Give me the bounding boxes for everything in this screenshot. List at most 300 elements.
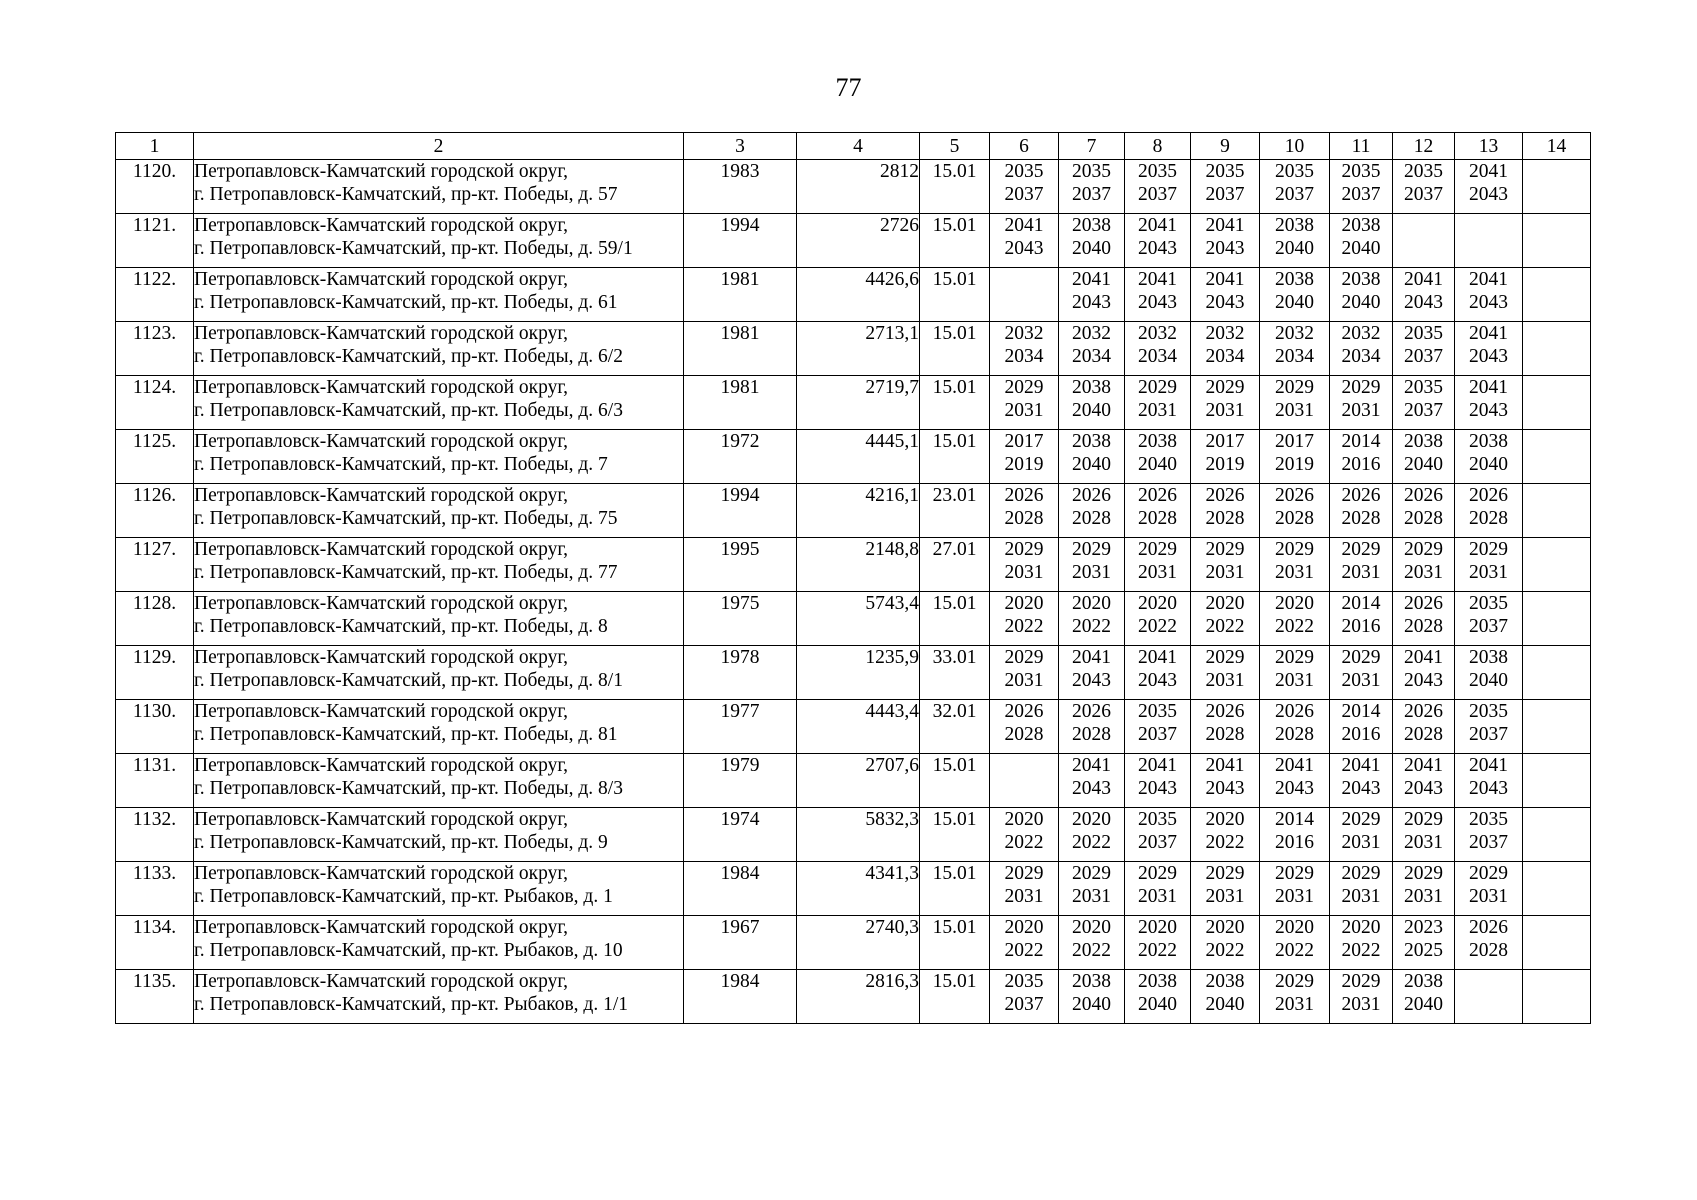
period-end: 2028 bbox=[1469, 940, 1508, 961]
period-cell bbox=[1191, 376, 1260, 430]
period-end: 2031 bbox=[1004, 670, 1044, 691]
period-cell bbox=[1393, 538, 1455, 592]
period-cell bbox=[1260, 646, 1330, 700]
period-start: 2023 bbox=[1404, 917, 1443, 938]
period-start: 2041 bbox=[1469, 161, 1508, 182]
period-start: 2026 bbox=[1205, 485, 1245, 506]
period-cell bbox=[1330, 970, 1393, 1024]
period-end: 2019 bbox=[1205, 454, 1245, 475]
period-cell bbox=[990, 808, 1059, 862]
period-end: 2022 bbox=[1275, 940, 1314, 961]
period-cell bbox=[990, 538, 1059, 592]
period-end: 2043 bbox=[1404, 778, 1443, 799]
column-header: 11 bbox=[1330, 133, 1393, 160]
period-start: 2041 bbox=[1072, 755, 1111, 776]
period-end: 2022 bbox=[1138, 940, 1177, 961]
period-start: 2029 bbox=[1004, 863, 1044, 884]
period-cell bbox=[1125, 160, 1191, 214]
period-end: 2043 bbox=[1138, 292, 1177, 313]
period-end: 2037 bbox=[1138, 832, 1177, 853]
address-cell bbox=[194, 430, 684, 484]
row-number: 1132. bbox=[116, 808, 194, 862]
period-start: 2038 bbox=[1404, 431, 1443, 452]
period-end: 2031 bbox=[1205, 670, 1245, 691]
period-cell bbox=[1260, 862, 1330, 916]
period-cell bbox=[1523, 322, 1591, 376]
period-cell bbox=[1455, 322, 1523, 376]
area-value: 4216,1 bbox=[797, 484, 920, 538]
period-cell bbox=[1393, 214, 1455, 268]
period-cell bbox=[1125, 916, 1191, 970]
period-cell bbox=[990, 862, 1059, 916]
period-start: 2041 bbox=[1404, 647, 1443, 668]
address-cell bbox=[194, 214, 684, 268]
period-cell bbox=[1455, 430, 1523, 484]
period-end: 2040 bbox=[1072, 454, 1111, 475]
type-code: 32.01 bbox=[920, 700, 990, 754]
period-end: 2016 bbox=[1341, 454, 1381, 475]
period-start: 2035 bbox=[1404, 323, 1443, 344]
period-end: 2022 bbox=[1072, 616, 1111, 637]
period-start: 2038 bbox=[1469, 647, 1508, 668]
address-district: Петропавловск-Камчатский городской округ, bbox=[194, 593, 569, 614]
build-year: 1984 bbox=[684, 862, 797, 916]
period-cell bbox=[1393, 862, 1455, 916]
period-end: 2031 bbox=[1004, 562, 1044, 583]
address-district: Петропавловск-Камчатский городской округ, bbox=[194, 701, 569, 722]
period-cell bbox=[1059, 916, 1125, 970]
period-start: 2032 bbox=[1004, 323, 1044, 344]
address-cell bbox=[194, 808, 684, 862]
period-cell bbox=[1523, 538, 1591, 592]
period-start: 2038 bbox=[1404, 971, 1443, 992]
type-code: 15.01 bbox=[920, 754, 990, 808]
period-cell bbox=[1059, 538, 1125, 592]
period-start: 2041 bbox=[1404, 755, 1443, 776]
period-start: 2029 bbox=[1469, 539, 1508, 560]
address-cell bbox=[194, 484, 684, 538]
address-district: Петропавловск-Камчатский городской округ, bbox=[194, 485, 569, 506]
address-street: г. Петропавловск-Камчатский, пр-кт. Победы, д. 6/3 bbox=[194, 400, 623, 421]
period-cell bbox=[1393, 700, 1455, 754]
period-end: 2031 bbox=[1004, 886, 1044, 907]
row-number: 1135. bbox=[116, 970, 194, 1024]
period-end: 2043 bbox=[1469, 778, 1508, 799]
area-value: 2719,7 bbox=[797, 376, 920, 430]
period-start: 2029 bbox=[1138, 377, 1177, 398]
period-end: 2025 bbox=[1404, 940, 1443, 961]
column-header: 10 bbox=[1260, 133, 1330, 160]
period-cell bbox=[1059, 808, 1125, 862]
period-end: 2028 bbox=[1404, 724, 1443, 745]
period-cell bbox=[1523, 592, 1591, 646]
type-code: 27.01 bbox=[920, 538, 990, 592]
period-end: 2031 bbox=[1205, 562, 1245, 583]
area-value: 4426,6 bbox=[797, 268, 920, 322]
period-cell bbox=[1191, 484, 1260, 538]
period-cell bbox=[1260, 376, 1330, 430]
period-start: 2041 bbox=[1205, 269, 1245, 290]
period-start: 2026 bbox=[1072, 701, 1111, 722]
period-cell bbox=[1260, 916, 1330, 970]
table-body bbox=[116, 160, 1591, 1024]
address-street: г. Петропавловск-Камчатский, пр-кт. Победы, д. 81 bbox=[194, 724, 618, 745]
period-start: 2041 bbox=[1138, 215, 1177, 236]
address-street: г. Петропавловск-Камчатский, пр-кт. Победы, д. 7 bbox=[194, 454, 608, 475]
period-end: 2040 bbox=[1275, 292, 1314, 313]
build-year: 1979 bbox=[684, 754, 797, 808]
address-district: Петропавловск-Камчатский городской округ, bbox=[194, 917, 569, 938]
period-end: 2031 bbox=[1404, 562, 1443, 583]
period-end: 2031 bbox=[1275, 670, 1314, 691]
period-start: 2032 bbox=[1138, 323, 1177, 344]
period-cell bbox=[1059, 646, 1125, 700]
period-end: 2031 bbox=[1341, 832, 1381, 853]
period-end: 2028 bbox=[1404, 616, 1443, 637]
period-cell bbox=[1125, 538, 1191, 592]
period-start: 2035 bbox=[1072, 161, 1111, 182]
period-cell bbox=[1455, 808, 1523, 862]
period-cell bbox=[1523, 376, 1591, 430]
period-start: 2020 bbox=[1205, 917, 1245, 938]
period-start: 2026 bbox=[1004, 485, 1044, 506]
address-cell bbox=[194, 700, 684, 754]
period-cell bbox=[1125, 268, 1191, 322]
period-start: 2035 bbox=[1341, 161, 1381, 182]
period-start: 2029 bbox=[1004, 377, 1044, 398]
period-start: 2029 bbox=[1275, 971, 1314, 992]
period-end: 2016 bbox=[1341, 616, 1381, 637]
build-year: 1978 bbox=[684, 646, 797, 700]
period-cell bbox=[990, 484, 1059, 538]
period-start: 2026 bbox=[1138, 485, 1177, 506]
period-start: 2038 bbox=[1205, 971, 1245, 992]
period-start: 2029 bbox=[1138, 863, 1177, 884]
period-cell bbox=[1260, 268, 1330, 322]
period-cell bbox=[1393, 322, 1455, 376]
area-value: 5743,4 bbox=[797, 592, 920, 646]
period-cell bbox=[990, 916, 1059, 970]
period-start: 2038 bbox=[1341, 215, 1381, 236]
period-start: 2041 bbox=[1072, 647, 1111, 668]
build-year: 1981 bbox=[684, 322, 797, 376]
period-start: 2032 bbox=[1072, 323, 1111, 344]
period-end: 2040 bbox=[1138, 454, 1177, 475]
period-start: 2038 bbox=[1072, 971, 1111, 992]
period-start: 2020 bbox=[1004, 809, 1044, 830]
period-start: 2029 bbox=[1275, 377, 1314, 398]
period-cell bbox=[1260, 808, 1330, 862]
period-cell bbox=[1191, 700, 1260, 754]
row-number: 1125. bbox=[116, 430, 194, 484]
period-end: 2040 bbox=[1404, 454, 1443, 475]
column-header: 12 bbox=[1393, 133, 1455, 160]
period-cell bbox=[1455, 484, 1523, 538]
period-end: 2031 bbox=[1341, 670, 1381, 691]
build-year: 1974 bbox=[684, 808, 797, 862]
period-end: 2037 bbox=[1404, 400, 1443, 421]
period-end: 2031 bbox=[1275, 886, 1314, 907]
period-end: 2043 bbox=[1275, 778, 1314, 799]
area-value: 2816,3 bbox=[797, 970, 920, 1024]
period-cell bbox=[990, 268, 1059, 322]
period-end: 2028 bbox=[1341, 508, 1381, 529]
row-number: 1134. bbox=[116, 916, 194, 970]
period-cell bbox=[1393, 592, 1455, 646]
period-end: 2043 bbox=[1469, 400, 1508, 421]
period-start: 2041 bbox=[1275, 755, 1314, 776]
table-row bbox=[116, 484, 1591, 538]
period-end: 2031 bbox=[1138, 562, 1177, 583]
period-start: 2026 bbox=[1469, 485, 1508, 506]
period-cell bbox=[1191, 808, 1260, 862]
period-cell bbox=[1260, 970, 1330, 1024]
period-cell bbox=[1125, 646, 1191, 700]
period-cell bbox=[1059, 214, 1125, 268]
period-start: 2035 bbox=[1469, 593, 1508, 614]
period-cell bbox=[1260, 160, 1330, 214]
period-start: 2020 bbox=[1138, 917, 1177, 938]
row-number: 1130. bbox=[116, 700, 194, 754]
period-end: 2022 bbox=[1205, 832, 1245, 853]
address-district: Петропавловск-Камчатский городской округ, bbox=[194, 647, 569, 668]
period-end: 2031 bbox=[1275, 400, 1314, 421]
period-start: 2020 bbox=[1275, 917, 1314, 938]
period-cell bbox=[1125, 862, 1191, 916]
period-cell bbox=[1523, 916, 1591, 970]
period-cell bbox=[1330, 700, 1393, 754]
period-start: 2035 bbox=[1138, 809, 1177, 830]
period-end: 2031 bbox=[1469, 562, 1508, 583]
table-row bbox=[116, 376, 1591, 430]
period-cell bbox=[1455, 268, 1523, 322]
page-number: 77 bbox=[835, 73, 862, 102]
period-start: 2041 bbox=[1138, 269, 1177, 290]
table-row bbox=[116, 430, 1591, 484]
period-start: 2014 bbox=[1341, 701, 1381, 722]
area-value: 2740,3 bbox=[797, 916, 920, 970]
period-cell bbox=[1191, 214, 1260, 268]
area-value: 2707,6 bbox=[797, 754, 920, 808]
column-header: 5 bbox=[920, 133, 990, 160]
table-row bbox=[116, 862, 1591, 916]
period-end: 2031 bbox=[1404, 886, 1443, 907]
table-row bbox=[116, 754, 1591, 808]
period-end: 2043 bbox=[1404, 670, 1443, 691]
period-end: 2037 bbox=[1205, 184, 1245, 205]
area-value: 2726 bbox=[797, 214, 920, 268]
table-row bbox=[116, 268, 1591, 322]
period-cell bbox=[1393, 430, 1455, 484]
period-start: 2035 bbox=[1469, 701, 1508, 722]
period-cell bbox=[1523, 862, 1591, 916]
period-start: 2038 bbox=[1072, 431, 1111, 452]
period-cell bbox=[1330, 862, 1393, 916]
type-code: 15.01 bbox=[920, 322, 990, 376]
period-start: 2026 bbox=[1072, 485, 1111, 506]
period-start: 2020 bbox=[1205, 809, 1245, 830]
period-start: 2026 bbox=[1469, 917, 1508, 938]
address-street: г. Петропавловск-Камчатский, пр-кт. Победы, д. 9 bbox=[194, 832, 608, 853]
period-end: 2043 bbox=[1072, 778, 1111, 799]
period-end: 2022 bbox=[1205, 940, 1245, 961]
period-end: 2037 bbox=[1004, 994, 1044, 1015]
period-cell bbox=[1125, 592, 1191, 646]
period-cell bbox=[1191, 754, 1260, 808]
period-start: 2029 bbox=[1469, 863, 1508, 884]
period-end: 2019 bbox=[1275, 454, 1314, 475]
period-cell bbox=[1059, 160, 1125, 214]
build-year: 1981 bbox=[684, 376, 797, 430]
period-cell bbox=[1059, 430, 1125, 484]
period-start: 2032 bbox=[1275, 323, 1314, 344]
period-start: 2041 bbox=[1341, 755, 1381, 776]
period-cell bbox=[1191, 646, 1260, 700]
period-start: 2029 bbox=[1404, 539, 1443, 560]
table-row bbox=[116, 160, 1591, 214]
period-cell bbox=[1523, 430, 1591, 484]
period-cell bbox=[1455, 592, 1523, 646]
period-start: 2029 bbox=[1275, 647, 1314, 668]
period-start: 2029 bbox=[1341, 971, 1381, 992]
period-start: 2020 bbox=[1004, 917, 1044, 938]
period-start: 2041 bbox=[1469, 323, 1508, 344]
period-end: 2037 bbox=[1138, 184, 1177, 205]
period-cell bbox=[1523, 808, 1591, 862]
period-start: 2020 bbox=[1072, 917, 1111, 938]
period-start: 2014 bbox=[1341, 431, 1381, 452]
period-cell bbox=[1393, 754, 1455, 808]
period-cell bbox=[990, 592, 1059, 646]
period-start: 2038 bbox=[1138, 431, 1177, 452]
row-number: 1124. bbox=[116, 376, 194, 430]
period-cell bbox=[1523, 970, 1591, 1024]
row-number: 1121. bbox=[116, 214, 194, 268]
period-end: 2031 bbox=[1341, 562, 1381, 583]
period-end: 2037 bbox=[1138, 724, 1177, 745]
period-end: 2016 bbox=[1341, 724, 1381, 745]
period-end: 2040 bbox=[1469, 670, 1508, 691]
table-row bbox=[116, 970, 1591, 1024]
period-cell bbox=[1330, 484, 1393, 538]
period-start: 2041 bbox=[1469, 377, 1508, 398]
period-cell bbox=[1260, 700, 1330, 754]
address-cell bbox=[194, 268, 684, 322]
build-year: 1972 bbox=[684, 430, 797, 484]
period-end: 2022 bbox=[1004, 832, 1044, 853]
period-cell bbox=[1191, 160, 1260, 214]
period-start: 2038 bbox=[1072, 377, 1111, 398]
period-start: 2026 bbox=[1341, 485, 1381, 506]
period-end: 2034 bbox=[1138, 346, 1177, 367]
column-header: 6 bbox=[990, 133, 1059, 160]
period-start: 2041 bbox=[1469, 269, 1508, 290]
period-end: 2028 bbox=[1004, 724, 1044, 745]
period-cell bbox=[1260, 322, 1330, 376]
period-start: 2041 bbox=[1205, 755, 1245, 776]
period-cell bbox=[1191, 322, 1260, 376]
period-end: 2028 bbox=[1138, 508, 1177, 529]
period-start: 2020 bbox=[1072, 593, 1111, 614]
period-end: 2028 bbox=[1205, 508, 1245, 529]
period-start: 2020 bbox=[1004, 593, 1044, 614]
period-start: 2026 bbox=[1275, 701, 1314, 722]
period-cell bbox=[1393, 160, 1455, 214]
period-start: 2029 bbox=[1205, 539, 1245, 560]
period-start: 2032 bbox=[1205, 323, 1245, 344]
period-start: 2026 bbox=[1205, 701, 1245, 722]
period-cell bbox=[1393, 646, 1455, 700]
period-end: 2043 bbox=[1469, 184, 1508, 205]
period-start: 2038 bbox=[1072, 215, 1111, 236]
period-start: 2038 bbox=[1469, 431, 1508, 452]
period-cell bbox=[1191, 916, 1260, 970]
period-cell bbox=[1393, 268, 1455, 322]
period-cell bbox=[1260, 538, 1330, 592]
period-start: 2029 bbox=[1341, 809, 1381, 830]
column-header: 7 bbox=[1059, 133, 1125, 160]
period-start: 2029 bbox=[1072, 863, 1111, 884]
period-end: 2031 bbox=[1275, 994, 1314, 1015]
period-start: 2026 bbox=[1004, 701, 1044, 722]
period-end: 2031 bbox=[1205, 886, 1245, 907]
period-cell bbox=[1125, 376, 1191, 430]
address-district: Петропавловск-Камчатский городской округ, bbox=[194, 323, 569, 344]
build-year: 1983 bbox=[684, 160, 797, 214]
period-end: 2037 bbox=[1469, 832, 1508, 853]
period-cell bbox=[1191, 970, 1260, 1024]
housing-schedule-table bbox=[115, 132, 1591, 1024]
address-district: Петропавловск-Камчатский городской округ, bbox=[194, 431, 569, 452]
address-district: Петропавловск-Камчатский городской округ, bbox=[194, 269, 569, 290]
period-cell bbox=[1455, 376, 1523, 430]
period-cell bbox=[1523, 754, 1591, 808]
period-end: 2034 bbox=[1072, 346, 1111, 367]
build-year: 1981 bbox=[684, 268, 797, 322]
column-header: 8 bbox=[1125, 133, 1191, 160]
period-end: 2043 bbox=[1205, 292, 1245, 313]
column-header: 9 bbox=[1191, 133, 1260, 160]
period-cell bbox=[1330, 646, 1393, 700]
row-number: 1120. bbox=[116, 160, 194, 214]
address-street: г. Петропавловск-Камчатский, пр-кт. Победы, д. 61 bbox=[194, 292, 618, 313]
period-start: 2038 bbox=[1341, 269, 1381, 290]
period-cell bbox=[990, 376, 1059, 430]
address-district: Петропавловск-Камчатский городской округ, bbox=[194, 377, 569, 398]
period-cell bbox=[1455, 160, 1523, 214]
period-cell bbox=[990, 322, 1059, 376]
row-number: 1127. bbox=[116, 538, 194, 592]
area-value: 2812 bbox=[797, 160, 920, 214]
period-cell bbox=[1059, 322, 1125, 376]
period-cell bbox=[1059, 592, 1125, 646]
header-row bbox=[116, 133, 1591, 160]
period-cell bbox=[1455, 916, 1523, 970]
build-year: 1967 bbox=[684, 916, 797, 970]
period-end: 2022 bbox=[1004, 616, 1044, 637]
area-value: 5832,3 bbox=[797, 808, 920, 862]
build-year: 1994 bbox=[684, 214, 797, 268]
period-cell bbox=[1393, 916, 1455, 970]
period-start: 2041 bbox=[1404, 269, 1443, 290]
period-start: 2035 bbox=[1275, 161, 1314, 182]
period-end: 2022 bbox=[1072, 940, 1111, 961]
address-street: г. Петропавловск-Камчатский, пр-кт. Победы, д. 8/1 bbox=[194, 670, 623, 691]
period-end: 2022 bbox=[1275, 616, 1314, 637]
type-code: 15.01 bbox=[920, 808, 990, 862]
type-code: 33.01 bbox=[920, 646, 990, 700]
period-cell bbox=[1523, 214, 1591, 268]
